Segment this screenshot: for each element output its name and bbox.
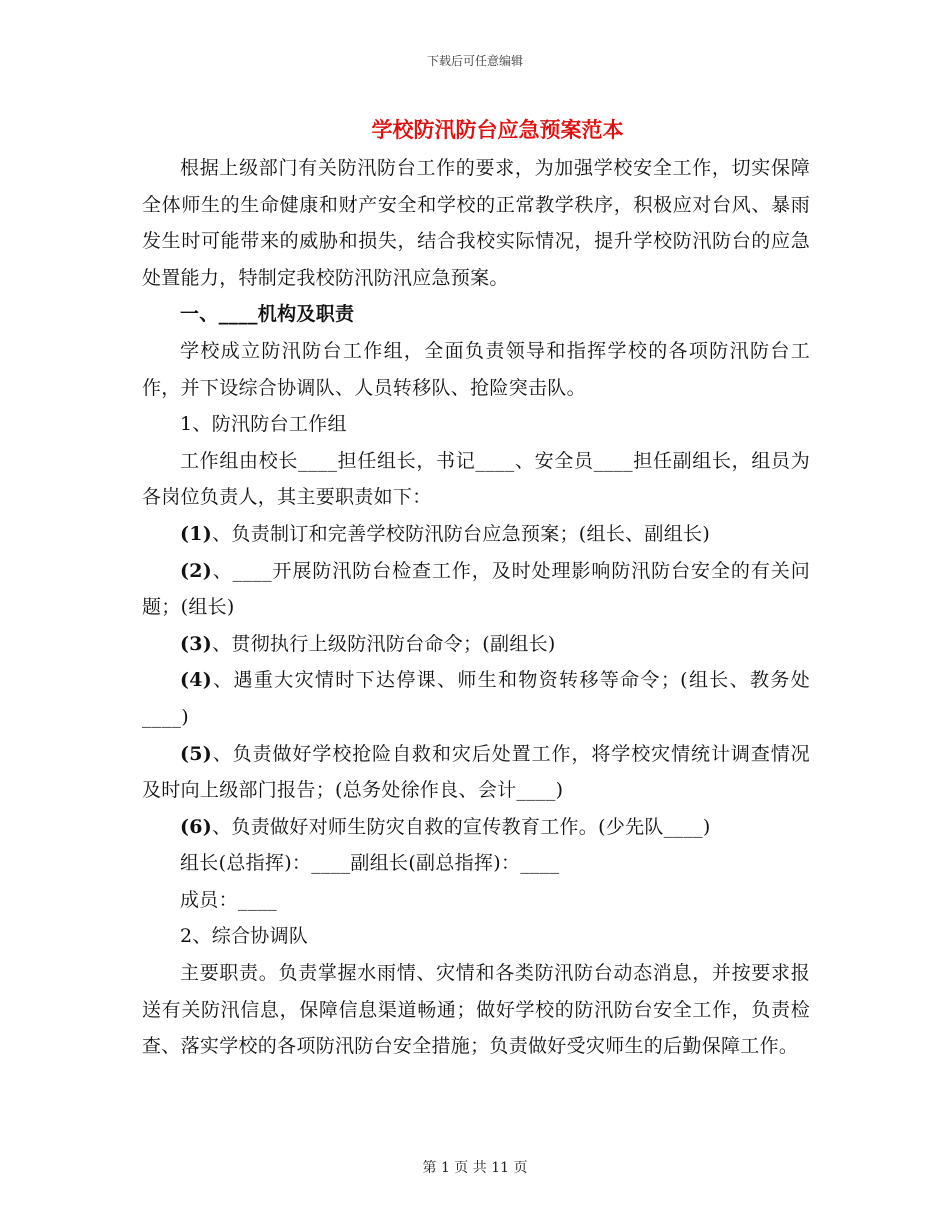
duty-item-5-text: 、负责做好学校抢险自救和灾后处置工作，将学校灾情统计调查情况及时向上级部门报告；(总务处徐作良、会计____) [142, 742, 810, 802]
duty-item-4-text: 、遇重大灾情时下达停课、师生和物资转移等命令；(组长、教务处____) [142, 669, 810, 728]
duty-item-5 [142, 736, 810, 809]
page-footer: 第 1 页 共 11 页 [422, 1160, 528, 1176]
duty-item-3 [142, 626, 810, 663]
duty-item-2-number: (2) [180, 559, 213, 582]
duty-item-1-text: 、负责制订和完善学校防汛防台应急预案；(组长、副组长) [212, 522, 711, 545]
duty-item-5-number: (5) [180, 742, 213, 765]
duty-item-1-number: (1) [180, 522, 213, 545]
duty-item-2-text: 、____开展防汛防台检查工作，及时处理影响防汛防台安全的有关问题；(组长) [142, 559, 810, 619]
duty-item-4-number: (4) [180, 669, 213, 692]
document-body [142, 150, 810, 1065]
subsection-heading-coordination-team: 2、综合协调队 [180, 925, 309, 948]
organization-paragraph: 学校成立防汛防台工作组，全面负责领导和指挥学校的各项防汛防台工作，并下设综合协调队、人员转移队、抢险突击队。 [142, 339, 810, 399]
duty-item-1 [142, 516, 810, 553]
section-heading-organization: 一、____机构及职责 [180, 303, 355, 326]
duty-item-6-number: (6) [180, 815, 213, 838]
working-group-paragraph: 工作组由校长____担任组长，书记____、安全员____担任副组长，组员为各岗位负责人，其主要职责如下： [142, 449, 810, 509]
duty-item-6-text: 、负责做好对师生防灾自救的宣传教育工作。(少先队____) [212, 815, 711, 838]
duty-item-4 [142, 662, 810, 735]
duty-item-2 [142, 553, 810, 626]
page-header: 下载后可任意编辑 [426, 54, 523, 68]
members-line: 成员：____ [180, 888, 278, 911]
duty-item-6 [142, 809, 810, 846]
subsection-heading-working-group: 1、防汛防台工作组 [180, 413, 347, 436]
duty-item-3-text: 、贯彻执行上级防汛防台命令；(副组长) [212, 632, 556, 655]
intro-paragraph: 根据上级部门有关防汛防台工作的要求，为加强学校安全工作，切实保障全体师生的生命健康和财产安全和学校的正常教学秩序，积极应对台风、暴雨发生时可能带来的威胁和损失，结合我校实际情况，提升学校防汛防台的应急处置能力，特制定我校防汛防汛应急预案。 [142, 157, 810, 289]
document-title: 学校防汛防台应急预案范本 [371, 117, 624, 142]
duty-item-3-number: (3) [180, 632, 213, 655]
leaders-line: 组长(总指挥)：____副组长(副总指挥)：____ [180, 852, 560, 875]
coordination-team-paragraph: 主要职责。负责掌握水雨情、灾情和各类防汛防台动态消息，并按要求报送有关防汛信息，保障信息渠道畅通；做好学校的防汛防台安全工作，负责检查、落实学校的各项防汛防台安全措施；负责做好受灾师生的后勤保障工作。 [142, 962, 810, 1058]
